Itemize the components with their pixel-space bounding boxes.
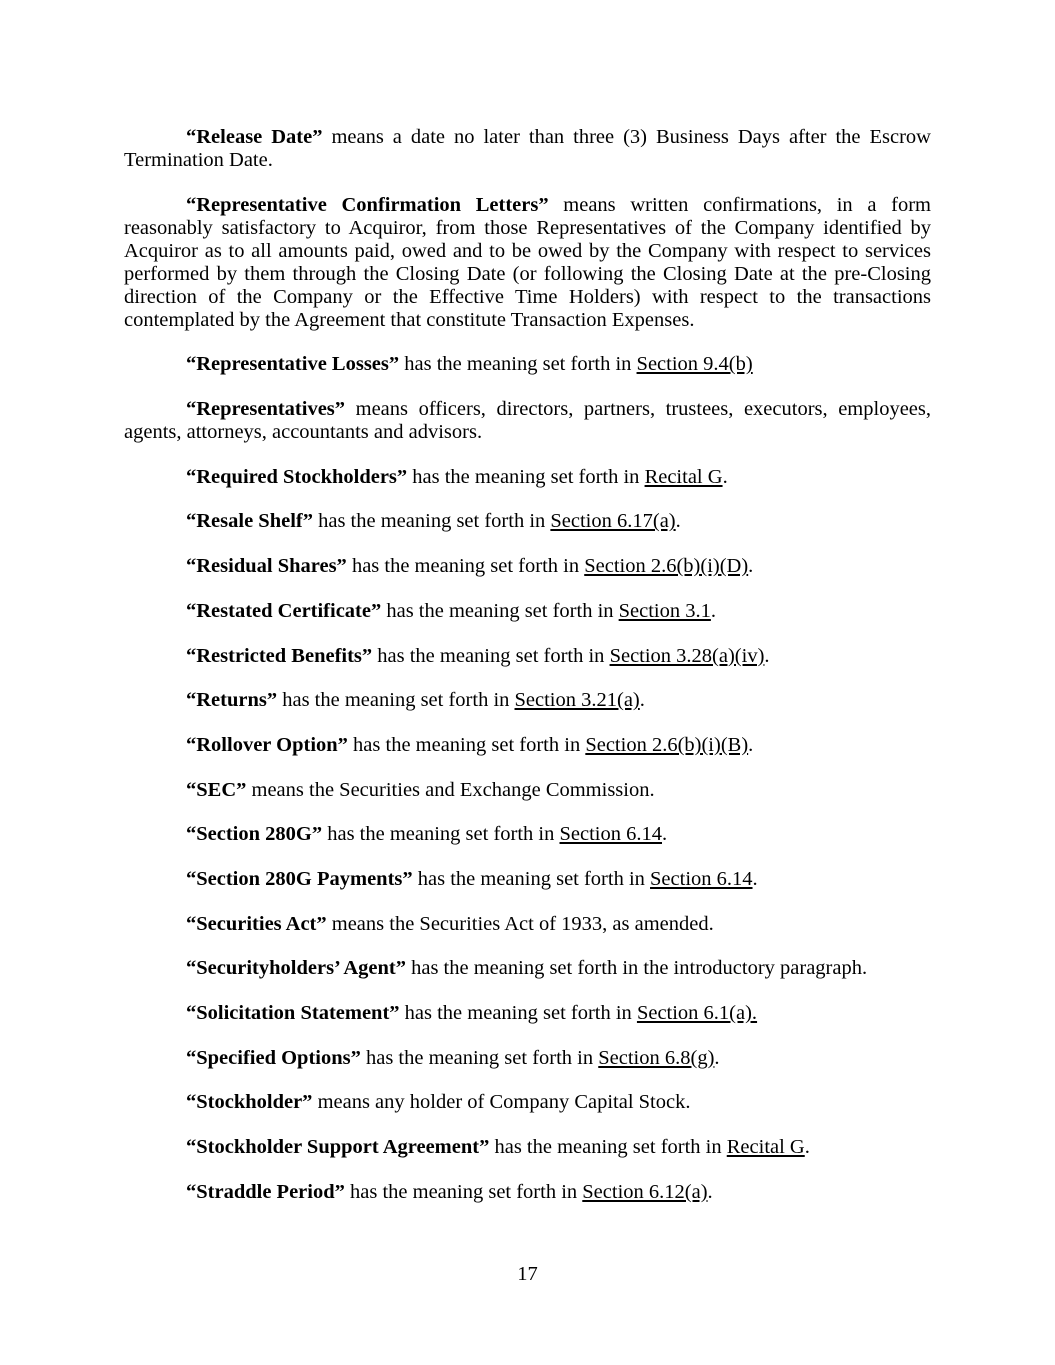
definition-term: “Rollover Option” (186, 733, 348, 756)
section-reference: Section 2.6(b)(i)(B) (585, 733, 749, 756)
definition-paragraph (124, 510, 931, 533)
definition-text: . (707, 1180, 713, 1203)
definition-text: has the meaning set forth in (360, 1046, 599, 1069)
definition-text: . (710, 599, 717, 622)
definition-text: . (675, 510, 681, 533)
definition-text: has the meaning set forth in (277, 689, 515, 712)
definition-paragraph (124, 1091, 931, 1114)
definition-term: “Residual Shares” (186, 555, 347, 578)
definition-text: . (752, 867, 758, 890)
definition-paragraph (124, 194, 931, 332)
definition-paragraph (124, 1002, 931, 1025)
definition-term: “Straddle Period” (186, 1180, 345, 1203)
definition-text: . (748, 733, 754, 756)
definition-text: has the meaning set forth in the introductory paragraph. (405, 957, 868, 980)
definition-text: . (714, 1046, 720, 1069)
definition-text: has the meaning set forth in (372, 644, 610, 667)
definition-text: has the meaning set forth in (399, 1002, 637, 1024)
definition-paragraph (124, 398, 931, 444)
definition-paragraph (124, 868, 931, 891)
definition-text: means the Securities Act of 1933, as amended. (326, 912, 714, 935)
section-reference: Recital G (726, 1136, 805, 1159)
definition-term: “Section 280G Payments” (186, 867, 413, 890)
definition-paragraph (124, 645, 931, 668)
definition-paragraph (124, 779, 931, 802)
definition-term: “Required Stockholders” (186, 465, 408, 488)
definition-text: has the meaning set forth in (322, 823, 560, 846)
document-body (124, 126, 931, 1204)
definition-paragraph (124, 600, 931, 623)
definition-term: “Solicitation Statement” (186, 1002, 400, 1024)
definition-text: means a date no later than three (3) Business Days after the Escrow Termination Date. (124, 126, 931, 171)
definition-paragraph (124, 823, 931, 846)
definition-term: “SEC” (186, 778, 247, 801)
definition-paragraph (124, 1047, 931, 1070)
section-reference: Section 9.4(b) (636, 353, 753, 376)
section-reference: Section 6.12(a) (582, 1180, 708, 1203)
definition-paragraph (124, 1181, 931, 1204)
definition-paragraph (124, 126, 931, 172)
definition-term: “Restricted Benefits” (186, 644, 373, 667)
definition-term: “Section 280G” (186, 823, 323, 846)
section-reference: Section 6.8(g) (598, 1046, 715, 1069)
definition-text: has the meaning set forth in (489, 1136, 727, 1159)
definition-text: has the meaning set forth in (407, 465, 645, 488)
definition-term: “Specified Options” (186, 1046, 361, 1069)
definition-text: means any holder of Company Capital Stock. (312, 1091, 691, 1114)
definition-term: “Returns” (186, 689, 278, 712)
section-reference: Section 3.21(a) (514, 689, 640, 712)
definition-paragraph (124, 466, 931, 489)
definition-term: “Representative Confirmation Letters” (186, 193, 549, 216)
section-reference: Section 6.14 (559, 823, 662, 846)
definition-text: . (722, 465, 728, 488)
page-footer (0, 1263, 1055, 1286)
definition-text: . (764, 644, 770, 667)
definition-paragraph (124, 689, 931, 712)
definition-term: “Stockholder” (186, 1091, 313, 1114)
definition-term: “Representatives” (186, 398, 346, 421)
section-reference: Section 2.6(b)(i)(D) (584, 555, 749, 578)
definition-text: . (748, 555, 754, 578)
definition-text: . (662, 823, 668, 846)
definition-text: has the meaning set forth in (412, 867, 651, 890)
definition-term: “Stockholder Support Agreement” (186, 1136, 490, 1159)
definition-term: “Release Date” (186, 126, 323, 148)
definition-text: has the meaning set forth in (381, 599, 619, 622)
definition-text: has the meaning set forth in (346, 555, 585, 578)
definition-text: has the meaning set forth in (347, 733, 586, 756)
definition-text: has the meaning set forth in (399, 353, 637, 376)
definition-term: “Securities Act” (186, 912, 327, 935)
definition-paragraph (124, 734, 931, 757)
definition-paragraph (124, 353, 931, 376)
section-reference: Recital G (644, 465, 723, 488)
section-reference: Section 3.28(a)(iv) (609, 644, 765, 667)
definition-term: “Representative Losses” (186, 353, 400, 376)
section-reference: Section 6.14 (650, 867, 753, 890)
definition-text: . (804, 1136, 810, 1159)
definition-text: means officers, directors, partners, trustees, executors, employees, agents, attorneys, accountants and advisors. (124, 398, 931, 444)
definition-paragraph (124, 957, 931, 980)
definition-text: . (639, 689, 645, 712)
section-reference: Section 3.1 (618, 599, 711, 622)
definition-paragraph (124, 913, 931, 936)
definition-text: has the meaning set forth in (344, 1180, 583, 1203)
page-number: 17 (517, 1263, 538, 1285)
definition-paragraph (124, 555, 931, 578)
definition-term: “Resale Shelf” (186, 510, 313, 533)
definition-term: “Restated Certificate” (186, 599, 382, 622)
definition-paragraph (124, 1136, 931, 1159)
section-reference: Section 6.17(a) (550, 510, 676, 533)
definition-text: means the Securities and Exchange Commission. (246, 778, 655, 801)
definition-text: means written confirmations, in a form reasonably satisfactory to Acquiror, from those Representatives of the Company identified by Acquiror as to all amounts paid, owed and to be owed by the Company with respect to services performed by them through the Closing Date (or following the Closing Date at the pre-Closing direction of the Company or the Effective Time Holders) with respect to the transactions contemplated by the Agreement that constitute Transaction Expenses. (124, 193, 931, 331)
definition-text: has the meaning set forth in (312, 510, 551, 533)
definition-term: “Securityholders’ Agent” (186, 957, 406, 980)
section-reference: Section 6.1(a). (636, 1002, 758, 1024)
